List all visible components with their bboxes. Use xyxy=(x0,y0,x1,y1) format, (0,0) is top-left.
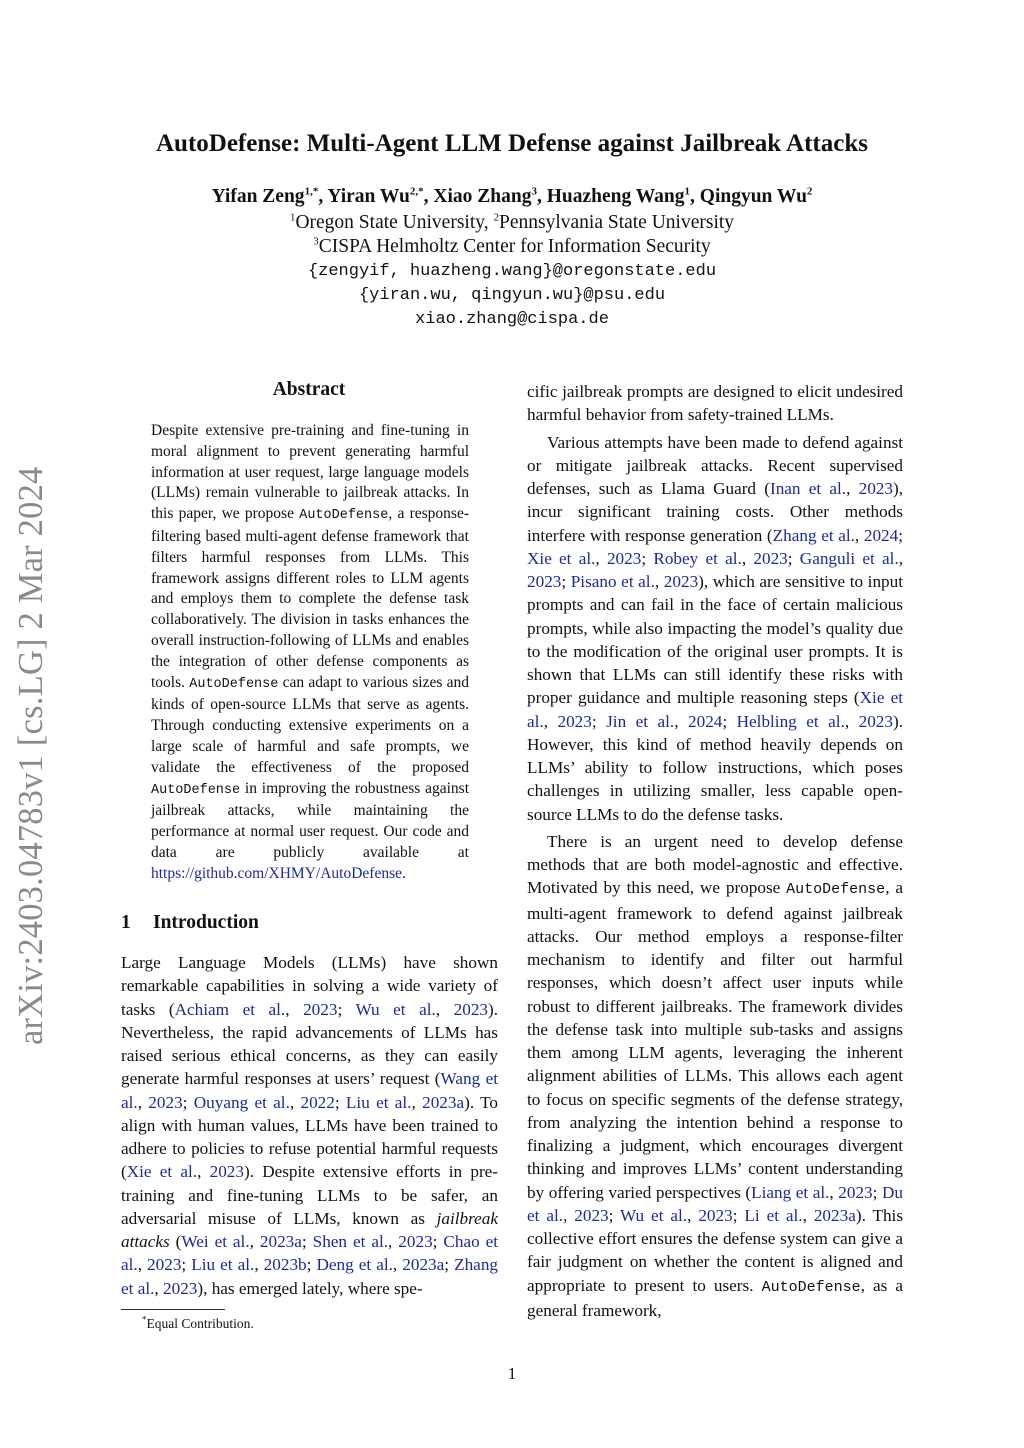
text-segment: , xyxy=(846,479,859,498)
paper-title: AutoDefense: Multi-Agent LLM Defense against Jailbreak Attacks xyxy=(156,130,868,157)
affiliation-mark: 3 xyxy=(313,235,319,248)
text-segment: ; xyxy=(444,1255,455,1275)
citation-link[interactable]: 2023 xyxy=(453,999,488,1019)
citation-link[interactable]: 2023 xyxy=(398,1232,433,1251)
citation-link[interactable]: 2023a xyxy=(422,1092,465,1112)
section-heading-introduction xyxy=(121,912,259,934)
text-segment: ; xyxy=(561,572,571,591)
text-segment: , xyxy=(289,1092,301,1112)
text-segment: ). However, this kind of method heavily depends on LLMs’ ability to follow instructions, which poses challenges in utilizing smaller, less capable open-source LLMs to do the defense tasks. xyxy=(527,711,904,824)
citation-link[interactable]: 2023 xyxy=(698,1205,733,1225)
text-segment: Various attempts have been made to defend against or mitigate jailbreak attacks. Recent supervised defenses, such as Llama Guard ( xyxy=(527,432,903,498)
citation-link[interactable]: 2024 xyxy=(863,525,899,545)
author-affiliation-mark: 2 xyxy=(806,185,813,198)
text-segment: , xyxy=(197,1162,210,1182)
text-segment: ; xyxy=(872,1182,882,1202)
introduction-paragraph xyxy=(121,951,498,1300)
citation-link[interactable]: 2023 xyxy=(858,711,893,731)
citation-link[interactable]: Ganguli et al. xyxy=(799,548,899,568)
text-segment: ; xyxy=(898,525,903,545)
citation-link[interactable]: 2023 xyxy=(557,711,592,731)
citation-link[interactable]: Wu et al. xyxy=(355,999,436,1019)
text-segment: , xyxy=(674,711,688,731)
text-segment: , xyxy=(595,548,607,568)
affiliation-line xyxy=(0,212,1024,234)
citation-link[interactable]: 2023 xyxy=(163,1278,198,1298)
page-number: 1 xyxy=(507,1364,517,1383)
footnote-mark: * xyxy=(142,1314,147,1325)
text-segment: , xyxy=(844,711,859,731)
text-segment: ; xyxy=(591,711,607,731)
citation-link[interactable]: Chao et al. xyxy=(121,1232,499,1275)
text-segment: ( xyxy=(169,1232,182,1251)
citation-link[interactable]: Xie et al. xyxy=(126,1162,198,1182)
citation-link[interactable]: Du et al. xyxy=(527,1182,903,1225)
text-segment: , xyxy=(411,1092,423,1112)
citation-link[interactable]: 2023 xyxy=(838,1182,873,1202)
text-segment: ). Nevertheless, the rapid advancements of LLMs has raised serious ethical concerns, as they can easily generate harmful responses at users’ request ( xyxy=(121,999,499,1089)
text-segment: , xyxy=(254,1255,264,1275)
text-segment: ; xyxy=(334,1092,346,1112)
text-segment: , xyxy=(435,999,454,1019)
citation-link[interactable]: Shen et al. xyxy=(312,1232,389,1251)
citation-link[interactable]: Liu et al. xyxy=(191,1255,255,1275)
footnote-text: Equal Contribution. xyxy=(146,1316,254,1331)
text-segment: ; xyxy=(787,548,800,568)
system-name: AutoDefense xyxy=(786,881,886,899)
author-affiliation-mark: 1,* xyxy=(304,185,319,198)
citation-link[interactable]: Wei et al. xyxy=(181,1232,250,1251)
author-name: Yifan Zeng xyxy=(211,186,305,207)
affiliation-text: Pennsylvania State University xyxy=(498,212,735,233)
arxiv-identifier: arXiv:2403.04783v1 [cs.LG] 2 Mar 2024 xyxy=(12,466,50,1045)
text-segment: , as a general framework, xyxy=(527,1275,904,1320)
text-segment: , xyxy=(802,1205,814,1225)
text-segment: , xyxy=(392,1255,403,1275)
citation-link[interactable]: Deng et al. xyxy=(316,1255,393,1275)
citation-link[interactable]: 2023a xyxy=(402,1255,445,1275)
text-segment: ; xyxy=(301,1232,313,1251)
text-segment: ), has emerged lately, where spe- xyxy=(197,1278,423,1298)
system-name: AutoDefense xyxy=(151,782,241,798)
text-segment: , xyxy=(829,1182,839,1202)
text-segment: ; xyxy=(732,1205,745,1225)
affiliation-mark: 2 xyxy=(493,211,499,224)
text-segment: ; xyxy=(181,1255,192,1275)
affiliation-text: Oregon State University, xyxy=(295,212,494,233)
text-segment: , xyxy=(137,1255,148,1275)
text-segment: , xyxy=(563,1205,575,1225)
citation-link[interactable]: Ouyang et al. xyxy=(193,1092,290,1112)
text-segment: , xyxy=(741,548,754,568)
text-segment: ; xyxy=(641,548,654,568)
text-segment: ), which are sensitive to input prompts and can fail in the face of certain malicious prompts, while also impacting the model’s quality due to the modification of the original user prompts. It is shown that LLMs can still identify these risks with proper guidance and multiple reasoning steps ( xyxy=(527,572,904,708)
citation-link[interactable]: 2023a xyxy=(259,1232,302,1251)
author-affiliation-mark: 1 xyxy=(684,185,691,198)
right-column xyxy=(527,380,903,1322)
citation-link[interactable]: Liu et al. xyxy=(345,1092,412,1112)
author-affiliation-mark: 3 xyxy=(531,185,537,198)
system-name: AutoDefense xyxy=(189,676,279,692)
text-segment: ). To align with human values, LLMs have been trained to adhere to policies to refuse potential harmful requests ( xyxy=(121,1092,499,1182)
citation-link[interactable]: 2023 xyxy=(753,548,788,568)
text-segment: ; xyxy=(337,999,356,1019)
citation-link[interactable]: Robey et al. xyxy=(653,548,742,568)
text-segment: ), incur significant training costs. Other methods interfere with response generation ( xyxy=(527,479,904,545)
text-segment: , xyxy=(388,1232,399,1251)
text-segment: ; xyxy=(182,1092,194,1112)
citation-link[interactable]: 2023a xyxy=(813,1205,856,1225)
citation-link[interactable]: Li et al. xyxy=(744,1205,803,1225)
text-segment: ; xyxy=(306,1255,317,1275)
citation-link[interactable]: 2024 xyxy=(688,711,723,731)
email-line: xiao.zhang@cispa.de xyxy=(415,310,609,329)
citation-link[interactable]: Achiam et al. xyxy=(174,999,286,1019)
author-name: Qingyun Wu xyxy=(699,186,807,207)
author-name: Huazheng Wang xyxy=(546,186,685,207)
emphasized-term: jailbreak attacks xyxy=(121,1208,498,1251)
citation-link[interactable]: Wang et al. xyxy=(121,1069,498,1112)
citation-link[interactable]: 2023 xyxy=(858,479,893,498)
text-segment: , xyxy=(898,548,904,568)
text-segment: There is an urgent need to develop defense methods that are both model-agnostic and effective. Motivated by this need, we propose xyxy=(527,831,903,898)
text-segment: , xyxy=(137,1092,149,1112)
system-name: AutoDefense xyxy=(761,1278,861,1296)
citation-link[interactable]: 2023 xyxy=(209,1162,244,1182)
citation-link[interactable]: 2023 xyxy=(574,1205,609,1225)
citation-link[interactable]: Liang et al. xyxy=(751,1182,830,1202)
paragraph-continuation: cific jailbreak prompts are designed to elicit undesired harmful behavior from safety-trained LLMs. xyxy=(527,382,903,425)
text-segment: , xyxy=(854,525,864,545)
text-segment: ). This collective effort ensures the defense system can give a fair judgment on whether the content is aligned and appropriate to present to users. xyxy=(527,1205,904,1295)
text-segment: , xyxy=(543,711,558,731)
citation-link[interactable]: Zhang et al. xyxy=(772,525,855,545)
abstract-heading: Abstract xyxy=(272,379,346,400)
citation-link[interactable]: Inan et al. xyxy=(769,479,847,498)
email-line: {yiran.wu, qingyun.wu}@psu.edu xyxy=(358,286,666,305)
abstract-body: Despite extensive pre-training and fine-tuning in moral alignment to prevent generating harmful information at user request, large language models (LLMs) remain vulnerable to jailbreak attacks. In this paper, we propose AutoDefense, a response-filtering based multi-agent defense framework that filters harmful responses from LLMs. This framework assigns different roles to LLM agents and employs them to complete the defense task collaboratively. The division in tasks enhances the overall instruction-following of LLMs and enables the integration of other defense components as tools. AutoDefense can adapt to various sizes and kinds of open-source LLMs that serve as agents. Through conducting extensive experiments on a large scale of harmful and safe prompts, we validate the effectiveness of the proposed AutoDefense in improving the robustness against jailbreak attacks, while maintaining the performance at normal user request. Our code and data are publicly available at https://github.com/XHMY/AutoDefense. xyxy=(151,422,469,882)
author-list: Yifan Zeng$^{1,*}$, Yiran $Wu^{2,*}$, Xiao Zhang$^3$, Huazheng Wang$^1$, Qingyun Wu$^2$ xyxy=(211,185,813,207)
citation-link[interactable]: 2023 xyxy=(663,572,699,591)
citation-link[interactable]: Wu et al. xyxy=(620,1205,688,1225)
citation-link[interactable]: 2022 xyxy=(300,1092,335,1112)
text-segment: ; xyxy=(722,711,737,731)
citation-link[interactable]: Helbling et al. xyxy=(736,711,845,731)
footnote-divider xyxy=(121,1309,225,1310)
text-segment: ; xyxy=(608,1205,621,1225)
citation-link[interactable]: Jin et al. xyxy=(606,711,675,731)
section-title: Introduction xyxy=(153,912,259,933)
citation-link[interactable]: 2023 xyxy=(303,999,338,1019)
text-segment: , a multi-agent framework to defend against jailbreak attacks. Our method employs a response-filter mechanism to identify and filter out harmful responses, which doesn’t affect user inputs while robust to different jailbreaks. The framework divides the defense task into multiple sub-tasks and assigns them among LLM agents, leveraging the inherent alignment abilities of LLMs. This allows each agent to focus on specific segments of the defense strategy, from analyzing the intention behind a response to finalizing a judgment, which encourages divergent thinking and improves LLMs’ content understanding by offering varied perspectives ( xyxy=(527,878,903,1202)
citation-link[interactable]: Xie et al. xyxy=(527,548,596,568)
citation-link[interactable]: 2023 xyxy=(606,548,642,568)
text-segment: ; xyxy=(432,1232,444,1251)
author-affiliation-mark: 2,* xyxy=(409,185,424,198)
citation-link[interactable]: 2023 xyxy=(148,1092,183,1112)
citation-link[interactable]: 2023 xyxy=(527,572,562,591)
affiliation-line xyxy=(0,236,1024,258)
citation-link[interactable]: Xie et al. xyxy=(527,688,903,731)
text-segment: , xyxy=(687,1205,699,1225)
text-segment: Large Language Models (LLMs) have shown remarkable capabilities in solving a wide variety of tasks ( xyxy=(121,953,498,1019)
system-name: AutoDefense xyxy=(299,508,389,524)
text-segment: , xyxy=(654,572,664,591)
text-segment: , xyxy=(285,999,304,1019)
author-name: Xiao Zhang xyxy=(433,186,532,207)
citation-link[interactable]: Pisano et al. xyxy=(570,572,655,591)
paragraph xyxy=(527,830,903,1322)
paragraph xyxy=(527,431,903,826)
citation-link[interactable]: 2023 xyxy=(147,1255,182,1275)
footnote xyxy=(142,1316,254,1332)
author-name: Yiran Wu xyxy=(327,186,410,207)
section-number: 1 xyxy=(121,912,131,933)
text-segment: ). Despite extensive efforts in pre-training and fine-tuning LLMs to be safer, an adversarial misuse of LLMs, known as xyxy=(121,1162,499,1228)
text-segment: , xyxy=(249,1232,260,1251)
citation-link[interactable]: Zhang et al. xyxy=(121,1255,499,1298)
citation-link[interactable]: 2023b xyxy=(263,1255,307,1275)
text-segment: , xyxy=(154,1278,163,1298)
affiliation-text: CISPA Helmholtz Center for Information Security xyxy=(318,236,711,257)
affiliation-mark: 1 xyxy=(289,211,296,224)
code-repository-link[interactable]: https://github.com/XHMY/AutoDefense xyxy=(151,864,402,882)
email-line: {zengyif, huazheng.wang}@oregonstate.edu xyxy=(307,262,717,281)
